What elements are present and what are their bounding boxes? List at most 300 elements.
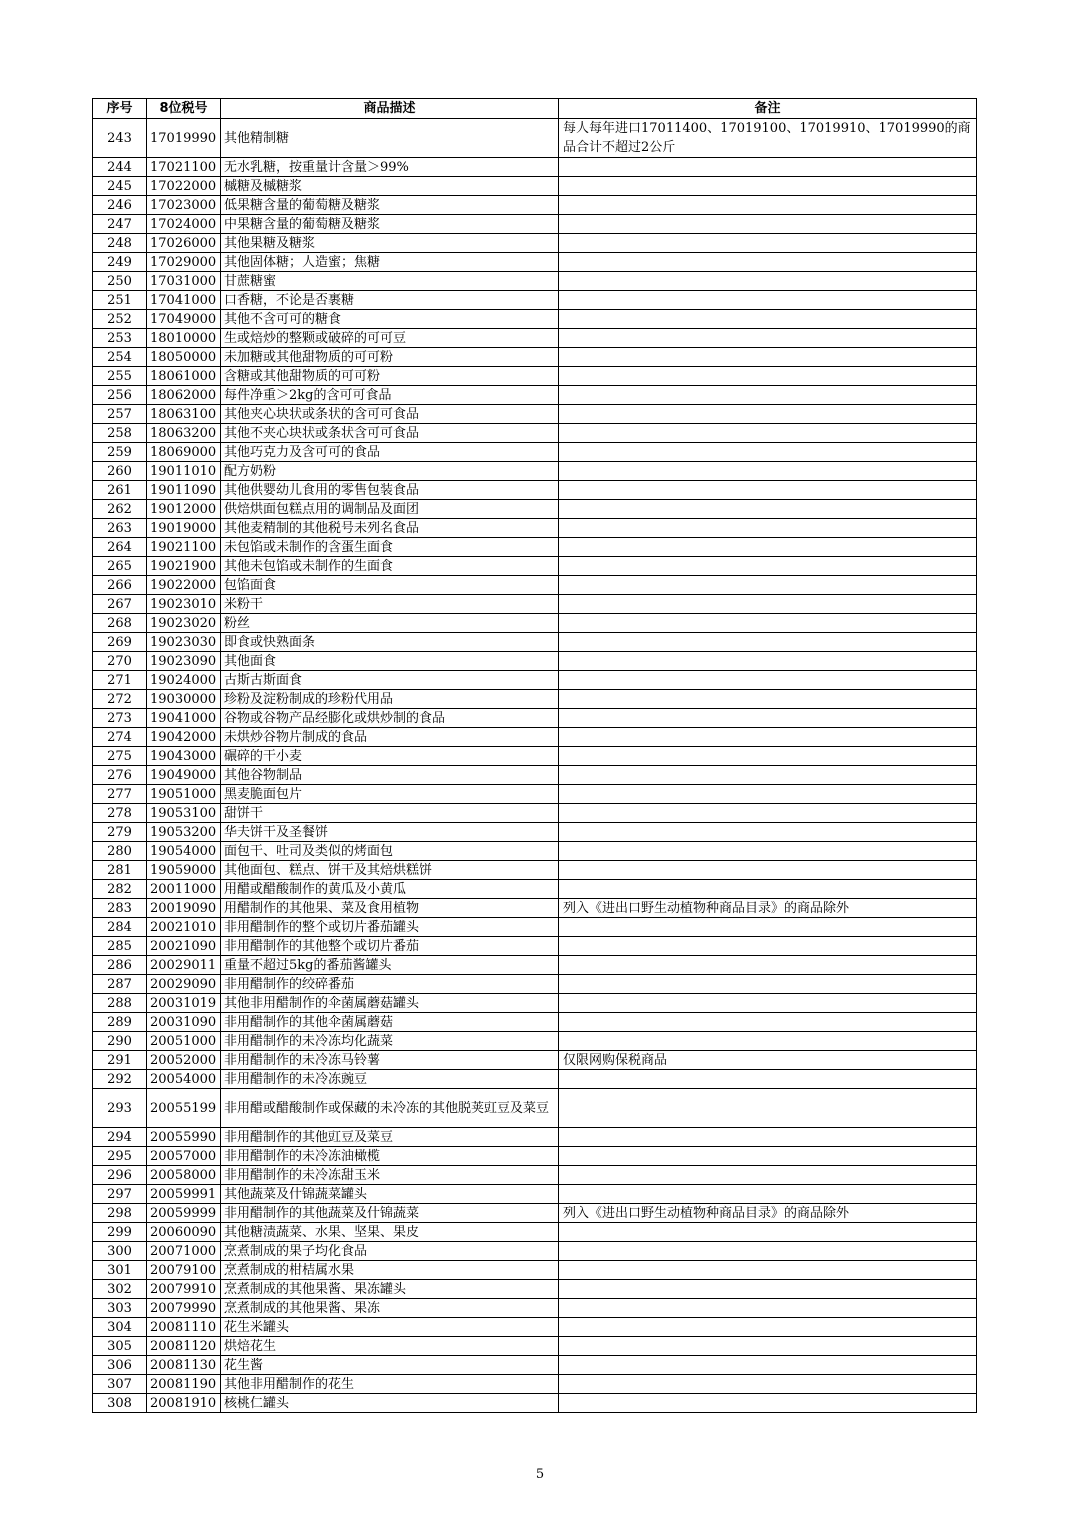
cell-description: 其他糖渍蔬菜、水果、坚果、果皮 — [221, 1223, 559, 1242]
table-row — [93, 1166, 977, 1185]
cell-tariff-code: 19041000 — [147, 709, 221, 728]
cell-description: 珍粉及淀粉制成的珍粉代用品 — [221, 690, 559, 709]
cell-tariff-code: 20052000 — [147, 1051, 221, 1070]
cell-description: 其他面包、糕点、饼干及其焙烘糕饼 — [221, 861, 559, 880]
cell-serial-no: 300 — [93, 1242, 147, 1261]
cell-remarks — [559, 215, 977, 234]
cell-description: 其他未包馅或未制作的生面食 — [221, 557, 559, 576]
table-row — [93, 196, 977, 215]
table-row — [93, 1223, 977, 1242]
cell-remarks — [559, 405, 977, 424]
table-row — [93, 747, 977, 766]
table-row — [93, 918, 977, 937]
cell-remarks — [559, 652, 977, 671]
cell-remarks — [559, 937, 977, 956]
table-row — [93, 119, 977, 158]
cell-description: 每件净重＞2kg的含可可食品 — [221, 386, 559, 405]
table-row — [93, 557, 977, 576]
table-row — [93, 1318, 977, 1337]
cell-tariff-code: 17019990 — [147, 119, 221, 158]
header-tariff-code: 8位税号 — [147, 99, 221, 119]
cell-serial-no: 288 — [93, 994, 147, 1013]
cell-remarks — [559, 481, 977, 500]
cell-description: 非用醋制作的整个或切片番茄罐头 — [221, 918, 559, 937]
cell-remarks — [559, 538, 977, 557]
table-row — [93, 1089, 977, 1128]
cell-description: 非用醋或醋酸制作或保藏的未冷冻的其他脱荚豇豆及菜豆 — [221, 1089, 559, 1128]
cell-tariff-code: 18069000 — [147, 443, 221, 462]
cell-serial-no: 297 — [93, 1185, 147, 1204]
cell-remarks — [559, 1089, 977, 1128]
header-description: 商品描述 — [221, 99, 559, 119]
cell-serial-no: 252 — [93, 310, 147, 329]
cell-remarks — [559, 1147, 977, 1166]
cell-remarks — [559, 234, 977, 253]
cell-serial-no: 292 — [93, 1070, 147, 1089]
table-row — [93, 253, 977, 272]
cell-tariff-code: 20057000 — [147, 1147, 221, 1166]
cell-remarks — [559, 1013, 977, 1032]
cell-serial-no: 246 — [93, 196, 147, 215]
cell-serial-no: 304 — [93, 1318, 147, 1337]
cell-remarks — [559, 804, 977, 823]
cell-remarks — [559, 671, 977, 690]
cell-remarks — [559, 633, 977, 652]
table-row — [93, 576, 977, 595]
cell-remarks — [559, 785, 977, 804]
cell-remarks — [559, 918, 977, 937]
cell-tariff-code: 19023030 — [147, 633, 221, 652]
cell-tariff-code: 17049000 — [147, 310, 221, 329]
cell-tariff-code: 20060090 — [147, 1223, 221, 1242]
cell-description: 面包干、吐司及类似的烤面包 — [221, 842, 559, 861]
cell-serial-no: 271 — [93, 671, 147, 690]
cell-description: 其他果糖及糖浆 — [221, 234, 559, 253]
cell-serial-no: 299 — [93, 1223, 147, 1242]
cell-tariff-code: 20059999 — [147, 1204, 221, 1223]
cell-serial-no: 280 — [93, 842, 147, 861]
cell-remarks — [559, 348, 977, 367]
cell-tariff-code: 20081110 — [147, 1318, 221, 1337]
cell-serial-no: 305 — [93, 1337, 147, 1356]
cell-remarks — [559, 766, 977, 785]
cell-tariff-code: 18063200 — [147, 424, 221, 443]
cell-description: 古斯古斯面食 — [221, 671, 559, 690]
cell-description: 其他固体糖；人造蜜；焦糖 — [221, 253, 559, 272]
cell-tariff-code: 20055990 — [147, 1128, 221, 1147]
cell-description: 非用醋制作的未冷冻甜玉米 — [221, 1166, 559, 1185]
table-row — [93, 1147, 977, 1166]
cell-serial-no: 285 — [93, 937, 147, 956]
table-row — [93, 690, 977, 709]
cell-tariff-code: 20079910 — [147, 1280, 221, 1299]
cell-tariff-code: 19043000 — [147, 747, 221, 766]
cell-description: 甘蔗糖蜜 — [221, 272, 559, 291]
cell-tariff-code: 19042000 — [147, 728, 221, 747]
cell-tariff-code: 19011090 — [147, 481, 221, 500]
cell-description: 谷物或谷物产品经膨化或烘炒制的食品 — [221, 709, 559, 728]
table-row — [93, 462, 977, 481]
cell-description: 华夫饼干及圣餐饼 — [221, 823, 559, 842]
cell-tariff-code: 17022000 — [147, 177, 221, 196]
table-row — [93, 880, 977, 899]
table-row — [93, 519, 977, 538]
cell-tariff-code: 20011000 — [147, 880, 221, 899]
cell-serial-no: 295 — [93, 1147, 147, 1166]
cell-tariff-code: 20055199 — [147, 1089, 221, 1128]
table-row — [93, 595, 977, 614]
table-row — [93, 329, 977, 348]
table-row — [93, 538, 977, 557]
table-row — [93, 158, 977, 177]
cell-serial-no: 275 — [93, 747, 147, 766]
cell-serial-no: 253 — [93, 329, 147, 348]
table-row — [93, 1032, 977, 1051]
cell-tariff-code: 17041000 — [147, 291, 221, 310]
table-row — [93, 785, 977, 804]
table-row — [93, 272, 977, 291]
cell-remarks: 列入《进出口野生动植物种商品目录》的商品除外 — [559, 1204, 977, 1223]
table-row — [93, 1280, 977, 1299]
cell-description: 非用醋制作的其他蔬菜及什锦蔬菜 — [221, 1204, 559, 1223]
table-row — [93, 310, 977, 329]
cell-serial-no: 274 — [93, 728, 147, 747]
cell-remarks — [559, 443, 977, 462]
cell-description: 碾碎的干小麦 — [221, 747, 559, 766]
cell-serial-no: 267 — [93, 595, 147, 614]
cell-serial-no: 306 — [93, 1356, 147, 1375]
cell-remarks — [559, 1185, 977, 1204]
table-row — [93, 937, 977, 956]
table-row — [93, 709, 977, 728]
cell-description: 用醋或醋酸制作的黄瓜及小黄瓜 — [221, 880, 559, 899]
cell-tariff-code: 19024000 — [147, 671, 221, 690]
cell-serial-no: 307 — [93, 1375, 147, 1394]
cell-remarks — [559, 1070, 977, 1089]
cell-description: 核桃仁罐头 — [221, 1394, 559, 1413]
cell-serial-no: 284 — [93, 918, 147, 937]
cell-tariff-code: 17029000 — [147, 253, 221, 272]
cell-tariff-code: 19022000 — [147, 576, 221, 595]
cell-serial-no: 247 — [93, 215, 147, 234]
table-row — [93, 348, 977, 367]
cell-remarks — [559, 747, 977, 766]
cell-description: 非用醋制作的其他伞菌属蘑菇 — [221, 1013, 559, 1032]
cell-remarks: 仅限网购保税商品 — [559, 1051, 977, 1070]
cell-serial-no: 262 — [93, 500, 147, 519]
cell-remarks — [559, 1261, 977, 1280]
cell-remarks — [559, 177, 977, 196]
header-serial-no: 序号 — [93, 99, 147, 119]
cell-tariff-code: 20071000 — [147, 1242, 221, 1261]
table-row — [93, 481, 977, 500]
cell-remarks — [559, 1299, 977, 1318]
header-remarks: 备注 — [559, 99, 977, 119]
cell-remarks — [559, 956, 977, 975]
cell-serial-no: 282 — [93, 880, 147, 899]
cell-serial-no: 303 — [93, 1299, 147, 1318]
cell-remarks — [559, 1394, 977, 1413]
cell-tariff-code: 19051000 — [147, 785, 221, 804]
cell-serial-no: 279 — [93, 823, 147, 842]
cell-description: 非用醋制作的其他整个或切片番茄 — [221, 937, 559, 956]
cell-tariff-code: 20029011 — [147, 956, 221, 975]
table-row — [93, 1299, 977, 1318]
cell-tariff-code: 18063100 — [147, 405, 221, 424]
cell-serial-no: 287 — [93, 975, 147, 994]
page-number: 5 — [535, 1467, 545, 1482]
cell-tariff-code: 19053200 — [147, 823, 221, 842]
cell-tariff-code: 20019090 — [147, 899, 221, 918]
cell-tariff-code: 17024000 — [147, 215, 221, 234]
cell-serial-no: 258 — [93, 424, 147, 443]
cell-serial-no: 270 — [93, 652, 147, 671]
cell-tariff-code: 20079100 — [147, 1261, 221, 1280]
cell-remarks: 列入《进出口野生动植物种商品目录》的商品除外 — [559, 899, 977, 918]
cell-serial-no: 272 — [93, 690, 147, 709]
cell-description: 其他巧克力及含可可的食品 — [221, 443, 559, 462]
cell-serial-no: 290 — [93, 1032, 147, 1051]
cell-tariff-code: 19023020 — [147, 614, 221, 633]
cell-tariff-code: 20081190 — [147, 1375, 221, 1394]
cell-remarks — [559, 500, 977, 519]
cell-remarks — [559, 880, 977, 899]
cell-remarks — [559, 386, 977, 405]
table-row — [93, 1185, 977, 1204]
cell-description: 重量不超过5kg的番茄酱罐头 — [221, 956, 559, 975]
cell-tariff-code: 18062000 — [147, 386, 221, 405]
cell-tariff-code: 19049000 — [147, 766, 221, 785]
cell-tariff-code: 20081130 — [147, 1356, 221, 1375]
cell-serial-no: 301 — [93, 1261, 147, 1280]
table-row — [93, 1261, 977, 1280]
cell-remarks — [559, 975, 977, 994]
cell-description: 低果糖含量的葡萄糖及糖浆 — [221, 196, 559, 215]
cell-serial-no: 255 — [93, 367, 147, 386]
cell-tariff-code: 20021090 — [147, 937, 221, 956]
table-row — [93, 443, 977, 462]
cell-remarks — [559, 1166, 977, 1185]
cell-tariff-code: 19023010 — [147, 595, 221, 614]
cell-serial-no: 249 — [93, 253, 147, 272]
cell-description: 含糖或其他甜物质的可可粉 — [221, 367, 559, 386]
cell-tariff-code: 19030000 — [147, 690, 221, 709]
cell-remarks — [559, 367, 977, 386]
table-row — [93, 614, 977, 633]
table-row — [93, 1375, 977, 1394]
cell-serial-no: 277 — [93, 785, 147, 804]
table-row — [93, 1128, 977, 1147]
cell-description: 黑麦脆面包片 — [221, 785, 559, 804]
cell-remarks — [559, 576, 977, 595]
cell-description: 米粉干 — [221, 595, 559, 614]
table-row — [93, 842, 977, 861]
cell-serial-no: 264 — [93, 538, 147, 557]
cell-remarks — [559, 1242, 977, 1261]
cell-serial-no: 245 — [93, 177, 147, 196]
cell-description: 其他非用醋制作的伞菌属蘑菇罐头 — [221, 994, 559, 1013]
cell-description: 其他麦精制的其他税号未列名食品 — [221, 519, 559, 538]
cell-remarks — [559, 595, 977, 614]
cell-serial-no: 273 — [93, 709, 147, 728]
cell-description: 烹煮制成的其他果酱、果冻 — [221, 1299, 559, 1318]
cell-serial-no: 294 — [93, 1128, 147, 1147]
table-row — [93, 1394, 977, 1413]
table-row — [93, 1356, 977, 1375]
cell-description: 非用醋制作的绞碎番茄 — [221, 975, 559, 994]
table-header-row — [93, 99, 977, 119]
table-row — [93, 1070, 977, 1089]
table-row — [93, 899, 977, 918]
cell-description: 其他蔬菜及什锦蔬菜罐头 — [221, 1185, 559, 1204]
cell-remarks — [559, 1337, 977, 1356]
table-row — [93, 804, 977, 823]
cell-tariff-code: 17023000 — [147, 196, 221, 215]
cell-description: 其他非用醋制作的花生 — [221, 1375, 559, 1394]
cell-description: 未包馅或未制作的含蛋生面食 — [221, 538, 559, 557]
cell-tariff-code: 20031090 — [147, 1013, 221, 1032]
table-row — [93, 1013, 977, 1032]
cell-tariff-code: 19012000 — [147, 500, 221, 519]
table-row — [93, 367, 977, 386]
cell-description: 即食或快熟面条 — [221, 633, 559, 652]
cell-serial-no: 251 — [93, 291, 147, 310]
table-row — [93, 386, 977, 405]
table-row — [93, 424, 977, 443]
table-row — [93, 652, 977, 671]
cell-tariff-code: 19059000 — [147, 861, 221, 880]
table-row — [93, 1051, 977, 1070]
cell-remarks — [559, 842, 977, 861]
cell-tariff-code: 20081120 — [147, 1337, 221, 1356]
cell-description: 其他不含可可的糖食 — [221, 310, 559, 329]
cell-serial-no: 243 — [93, 119, 147, 158]
table-row — [93, 975, 977, 994]
cell-tariff-code: 20031019 — [147, 994, 221, 1013]
table-row — [93, 177, 977, 196]
cell-serial-no: 260 — [93, 462, 147, 481]
cell-description: 其他面食 — [221, 652, 559, 671]
commodity-table — [92, 98, 977, 1413]
cell-serial-no: 302 — [93, 1280, 147, 1299]
table-row — [93, 234, 977, 253]
cell-description: 烹煮制成的果子均化食品 — [221, 1242, 559, 1261]
cell-tariff-code: 20029090 — [147, 975, 221, 994]
cell-description: 其他精制糖 — [221, 119, 559, 158]
cell-tariff-code: 20059991 — [147, 1185, 221, 1204]
cell-description: 非用醋制作的未冷冻油橄榄 — [221, 1147, 559, 1166]
cell-tariff-code: 17021100 — [147, 158, 221, 177]
cell-remarks — [559, 861, 977, 880]
cell-serial-no: 293 — [93, 1089, 147, 1128]
cell-serial-no: 296 — [93, 1166, 147, 1185]
cell-serial-no: 268 — [93, 614, 147, 633]
cell-description: 其他不夹心块状或条状含可可食品 — [221, 424, 559, 443]
cell-serial-no: 291 — [93, 1051, 147, 1070]
cell-serial-no: 278 — [93, 804, 147, 823]
cell-description: 口香糖，不论是否裹糖 — [221, 291, 559, 310]
cell-description: 烹煮制成的其他果酱、果冻罐头 — [221, 1280, 559, 1299]
cell-serial-no: 256 — [93, 386, 147, 405]
cell-description: 未烘炒谷物片制成的食品 — [221, 728, 559, 747]
cell-remarks — [559, 823, 977, 842]
table-row — [93, 1204, 977, 1223]
cell-description: 生或焙炒的整颗或破碎的可可豆 — [221, 329, 559, 348]
cell-tariff-code: 17031000 — [147, 272, 221, 291]
table-row — [93, 500, 977, 519]
cell-description: 粉丝 — [221, 614, 559, 633]
cell-remarks — [559, 310, 977, 329]
cell-tariff-code: 20079990 — [147, 1299, 221, 1318]
table-row — [93, 1242, 977, 1261]
cell-serial-no: 254 — [93, 348, 147, 367]
cell-description: 配方奶粉 — [221, 462, 559, 481]
cell-tariff-code: 20021010 — [147, 918, 221, 937]
cell-serial-no: 244 — [93, 158, 147, 177]
cell-remarks — [559, 519, 977, 538]
cell-remarks — [559, 424, 977, 443]
cell-tariff-code: 18010000 — [147, 329, 221, 348]
cell-tariff-code: 18050000 — [147, 348, 221, 367]
cell-tariff-code: 19053100 — [147, 804, 221, 823]
cell-remarks — [559, 709, 977, 728]
table-row — [93, 633, 977, 652]
cell-description: 槭糖及槭糖浆 — [221, 177, 559, 196]
cell-serial-no: 257 — [93, 405, 147, 424]
cell-remarks — [559, 1032, 977, 1051]
cell-serial-no: 298 — [93, 1204, 147, 1223]
cell-description: 花生米罐头 — [221, 1318, 559, 1337]
cell-remarks — [559, 1356, 977, 1375]
cell-remarks — [559, 272, 977, 291]
cell-remarks — [559, 614, 977, 633]
cell-serial-no: 263 — [93, 519, 147, 538]
cell-serial-no: 265 — [93, 557, 147, 576]
cell-serial-no: 261 — [93, 481, 147, 500]
cell-tariff-code: 18061000 — [147, 367, 221, 386]
cell-serial-no: 250 — [93, 272, 147, 291]
cell-remarks — [559, 253, 977, 272]
cell-remarks — [559, 1223, 977, 1242]
cell-remarks — [559, 1375, 977, 1394]
cell-tariff-code: 19023090 — [147, 652, 221, 671]
cell-remarks — [559, 196, 977, 215]
cell-serial-no: 259 — [93, 443, 147, 462]
cell-tariff-code: 20054000 — [147, 1070, 221, 1089]
cell-description: 其他供婴幼儿食用的零售包装食品 — [221, 481, 559, 500]
cell-description: 无水乳糖，按重量计含量＞99% — [221, 158, 559, 177]
cell-remarks — [559, 329, 977, 348]
cell-serial-no: 248 — [93, 234, 147, 253]
cell-description: 其他夹心块状或条状的含可可食品 — [221, 405, 559, 424]
cell-tariff-code: 20051000 — [147, 1032, 221, 1051]
cell-remarks — [559, 728, 977, 747]
cell-description: 供焙烘面包糕点用的调制品及面团 — [221, 500, 559, 519]
cell-serial-no: 269 — [93, 633, 147, 652]
cell-tariff-code: 17026000 — [147, 234, 221, 253]
table-row — [93, 215, 977, 234]
cell-remarks — [559, 158, 977, 177]
cell-serial-no: 289 — [93, 1013, 147, 1032]
cell-remarks — [559, 462, 977, 481]
cell-tariff-code: 19021100 — [147, 538, 221, 557]
cell-remarks — [559, 1128, 977, 1147]
table-row — [93, 994, 977, 1013]
cell-tariff-code: 19019000 — [147, 519, 221, 538]
cell-tariff-code: 20081910 — [147, 1394, 221, 1413]
cell-description: 非用醋制作的未冷冻马铃薯 — [221, 1051, 559, 1070]
table-row — [93, 766, 977, 785]
